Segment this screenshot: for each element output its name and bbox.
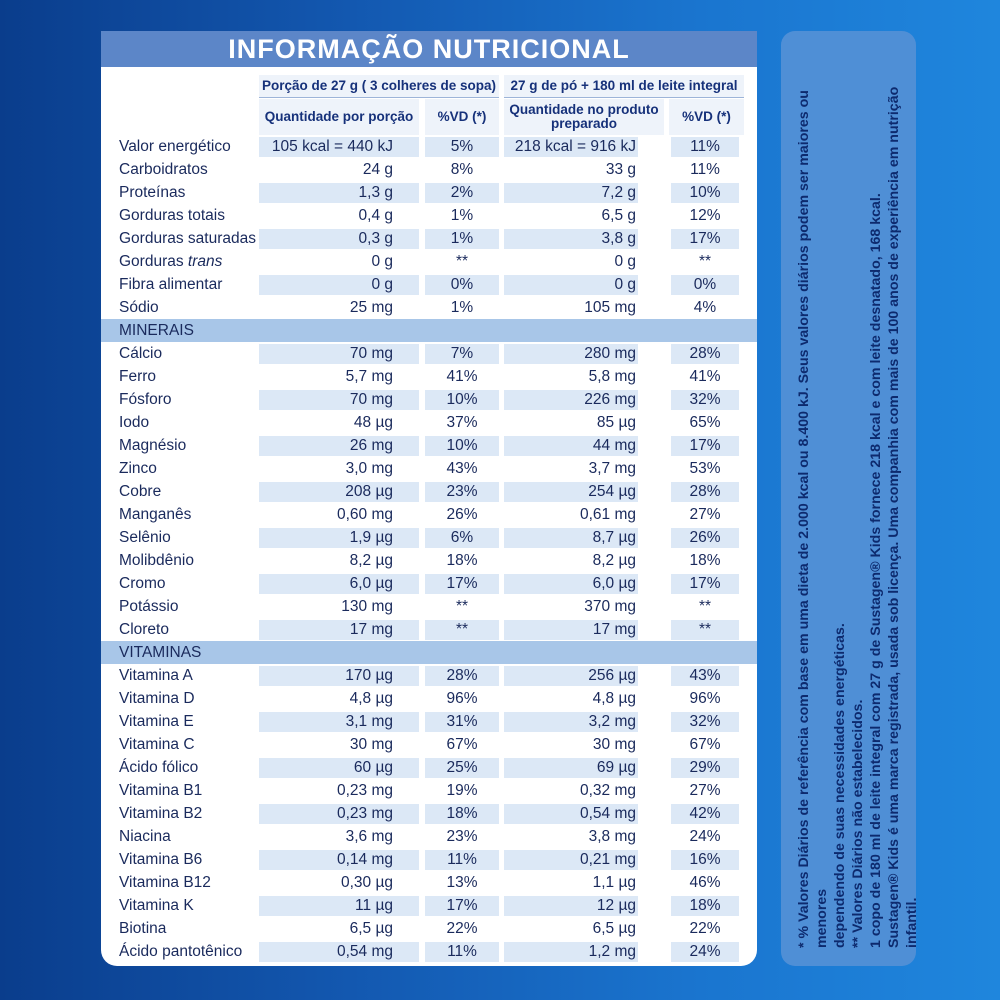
- section-header: VITAMINAS: [101, 641, 757, 664]
- table-row: [101, 687, 757, 710]
- vd-portion: 22%: [425, 919, 499, 939]
- nutrient-name: Gorduras trans: [119, 253, 223, 270]
- nutrient-name: Vitamina K: [119, 897, 194, 914]
- nutrition-rows: [101, 135, 757, 963]
- nutrient-name: Manganês: [119, 506, 192, 523]
- qty-portion: 0,23 mg: [259, 804, 419, 824]
- footnotes-text: [781, 31, 920, 966]
- qty-prepared: 69 µg: [504, 758, 638, 778]
- vd-prepared: 43%: [671, 666, 739, 686]
- qty-portion: 3,6 mg: [259, 827, 419, 847]
- vd-prepared: 11%: [671, 137, 739, 157]
- vd-prepared: 28%: [671, 482, 739, 502]
- table-row: [101, 296, 757, 319]
- qty-prepared: 6,5 g: [504, 206, 638, 226]
- section-header: MINERAIS: [101, 319, 757, 342]
- nutrient-name: Vitamina C: [119, 736, 195, 753]
- nutrient-name: Vitamina A: [119, 667, 193, 684]
- table-row: [101, 434, 757, 457]
- nutrient-name: Ácido fólico: [119, 759, 199, 776]
- table-row: [101, 273, 757, 296]
- qty-portion: 11 µg: [259, 896, 419, 916]
- nutrient-name: Cromo: [119, 575, 166, 592]
- nutrient-name: Molibdênio: [119, 552, 194, 569]
- qty-portion: 26 mg: [259, 436, 419, 456]
- vd-portion: 23%: [425, 827, 499, 847]
- vd-portion: 11%: [425, 850, 499, 870]
- qty-portion: 17 mg: [259, 620, 419, 640]
- qty-portion: 30 mg: [259, 735, 419, 755]
- qty-prepared: 5,8 mg: [504, 367, 638, 387]
- vd-portion: 67%: [425, 735, 499, 755]
- qty-portion: 0 g: [259, 275, 419, 295]
- nutrient-name: Valor energético: [119, 138, 231, 155]
- vd-portion: 43%: [425, 459, 499, 479]
- qty-portion: 1,9 µg: [259, 528, 419, 548]
- vd-prepared: 41%: [671, 367, 739, 387]
- nutrient-name: Gorduras saturadas: [119, 230, 256, 247]
- table-row: [101, 411, 757, 434]
- qty-prepared: 8,7 µg: [504, 528, 638, 548]
- table-row: [101, 365, 757, 388]
- vd-prepared: 18%: [671, 551, 739, 571]
- nutrient-name: Cloreto: [119, 621, 169, 638]
- vd-portion: **: [425, 252, 499, 272]
- qty-portion: 0,3 g: [259, 229, 419, 249]
- vd-portion: 1%: [425, 206, 499, 226]
- qty-portion: 3,1 mg: [259, 712, 419, 732]
- table-row: [101, 940, 757, 963]
- vd-portion: **: [425, 620, 499, 640]
- vd-portion: 7%: [425, 344, 499, 364]
- qty-portion: 0,23 mg: [259, 781, 419, 801]
- vd-prepared: 17%: [671, 574, 739, 594]
- header-vd-portion: %VD (*): [425, 99, 499, 135]
- table-row: [101, 227, 757, 250]
- qty-prepared: 0,32 mg: [504, 781, 638, 801]
- vd-prepared: 0%: [671, 275, 739, 295]
- qty-portion: 0,54 mg: [259, 942, 419, 962]
- table-row: [101, 549, 757, 572]
- table-row: [101, 871, 757, 894]
- qty-prepared: 0 g: [504, 252, 638, 272]
- table-row: [101, 779, 757, 802]
- qty-portion: 130 mg: [259, 597, 419, 617]
- table-row: [101, 756, 757, 779]
- qty-prepared: 12 µg: [504, 896, 638, 916]
- qty-portion: 25 mg: [259, 298, 419, 318]
- footnote-line: Sustagen® Kids é uma marca registrada, usada sob licença. Uma companhia com mais de 100 anos de experiência em nutrição infantil.: [886, 86, 920, 948]
- table-row: [101, 204, 757, 227]
- qty-portion: 4,8 µg: [259, 689, 419, 709]
- vd-prepared: 67%: [671, 735, 739, 755]
- vd-prepared: **: [671, 597, 739, 617]
- table-row: [101, 457, 757, 480]
- qty-portion: 8,2 µg: [259, 551, 419, 571]
- nutrient-name: Vitamina B6: [119, 851, 203, 868]
- vd-portion: 41%: [425, 367, 499, 387]
- vd-portion: 37%: [425, 413, 499, 433]
- qty-portion: 70 mg: [259, 390, 419, 410]
- vd-prepared: 27%: [671, 505, 739, 525]
- nutrient-name: Vitamina B1: [119, 782, 203, 799]
- vd-portion: 18%: [425, 804, 499, 824]
- footnote-line: 1 copo de 180 ml de leite integral com 27 g de Sustagen® Kids fornece 218 kcal e com leite desnatado, 168 kcal.: [868, 193, 884, 948]
- qty-prepared: 4,8 µg: [504, 689, 638, 709]
- vd-portion: 10%: [425, 390, 499, 410]
- vd-portion: 23%: [425, 482, 499, 502]
- table-row: [101, 342, 757, 365]
- table-row: [101, 894, 757, 917]
- table-row: [101, 572, 757, 595]
- vd-prepared: 65%: [671, 413, 739, 433]
- vd-prepared: 42%: [671, 804, 739, 824]
- vd-portion: 8%: [425, 160, 499, 180]
- qty-prepared: 8,2 µg: [504, 551, 638, 571]
- qty-portion: 0,14 mg: [259, 850, 419, 870]
- qty-prepared: 0,61 mg: [504, 505, 638, 525]
- footnote-line: * % Valores Diários de referência com base em uma dieta de 2.000 kcal ou 8.400 kJ. Seus valores diários podem ser maiores ou menores: [796, 90, 830, 948]
- table-row: [101, 480, 757, 503]
- footnotes-panel: [781, 31, 920, 966]
- vd-prepared: 24%: [671, 827, 739, 847]
- nutrient-name: Proteínas: [119, 184, 186, 201]
- vd-portion: 2%: [425, 183, 499, 203]
- qty-portion: 105 kcal = 440 kJ: [259, 137, 419, 157]
- nutrient-name: Niacina: [119, 828, 171, 845]
- nutrient-name: Cálcio: [119, 345, 163, 362]
- table-row: [101, 181, 757, 204]
- nutrient-name: Fósforo: [119, 391, 172, 408]
- table-row: [101, 158, 757, 181]
- nutrient-name: Fibra alimentar: [119, 276, 223, 293]
- qty-prepared: 280 mg: [504, 344, 638, 364]
- vd-prepared: 26%: [671, 528, 739, 548]
- vd-portion: 11%: [425, 942, 499, 962]
- qty-portion: 0 g: [259, 252, 419, 272]
- vd-prepared: 46%: [671, 873, 739, 893]
- table-row: [101, 802, 757, 825]
- vd-portion: 1%: [425, 298, 499, 318]
- vd-portion: 13%: [425, 873, 499, 893]
- qty-prepared: 3,7 mg: [504, 459, 638, 479]
- vd-prepared: 17%: [671, 229, 739, 249]
- qty-prepared: 0 g: [504, 275, 638, 295]
- vd-portion: 28%: [425, 666, 499, 686]
- vd-prepared: 17%: [671, 436, 739, 456]
- vd-portion: 26%: [425, 505, 499, 525]
- vd-prepared: 27%: [671, 781, 739, 801]
- nutrient-name: Vitamina E: [119, 713, 194, 730]
- qty-prepared: 44 mg: [504, 436, 638, 456]
- table-row: [101, 250, 757, 273]
- qty-prepared: 30 mg: [504, 735, 638, 755]
- footnote-line: ** Valores Diários não estabelecidos.: [850, 699, 866, 948]
- vd-prepared: 29%: [671, 758, 739, 778]
- vd-prepared: 32%: [671, 390, 739, 410]
- qty-portion: 170 µg: [259, 666, 419, 686]
- vd-portion: 10%: [425, 436, 499, 456]
- qty-prepared: 218 kcal = 916 kJ: [504, 137, 638, 157]
- vd-portion: 25%: [425, 758, 499, 778]
- vd-prepared: 18%: [671, 896, 739, 916]
- nutrient-name: Ácido pantotênico: [119, 943, 243, 960]
- nutrient-name: Iodo: [119, 414, 150, 431]
- table-row: [101, 917, 757, 940]
- qty-prepared: 1,1 µg: [504, 873, 638, 893]
- qty-prepared: 1,2 mg: [504, 942, 638, 962]
- vd-portion: 18%: [425, 551, 499, 571]
- nutrient-name: Potássio: [119, 598, 179, 615]
- vd-prepared: **: [671, 252, 739, 272]
- vd-portion: 5%: [425, 137, 499, 157]
- qty-portion: 0,4 g: [259, 206, 419, 226]
- vd-portion: 31%: [425, 712, 499, 732]
- qty-prepared: 3,2 mg: [504, 712, 638, 732]
- vd-prepared: 32%: [671, 712, 739, 732]
- vd-prepared: 4%: [671, 298, 739, 318]
- qty-prepared: 33 g: [504, 160, 638, 180]
- nutrient-name: Sódio: [119, 299, 159, 316]
- nutrient-name: Vitamina B2: [119, 805, 203, 822]
- nutrient-name: Magnésio: [119, 437, 187, 454]
- header-prepared: 27 g de pó + 180 ml de leite integral: [504, 75, 744, 98]
- table-title: INFORMAÇÃO NUTRICIONAL: [101, 31, 757, 67]
- header-vd-prepared: %VD (*): [669, 99, 744, 135]
- qty-portion: 6,5 µg: [259, 919, 419, 939]
- nutrient-name: Vitamina B12: [119, 874, 211, 891]
- nutrient-name: Cobre: [119, 483, 162, 500]
- nutrient-name: Selênio: [119, 529, 171, 546]
- vd-prepared: 11%: [671, 160, 739, 180]
- vd-portion: 6%: [425, 528, 499, 548]
- qty-prepared: 226 mg: [504, 390, 638, 410]
- vd-prepared: 53%: [671, 459, 739, 479]
- table-row: [101, 848, 757, 871]
- table-row: [101, 710, 757, 733]
- qty-portion: 48 µg: [259, 413, 419, 433]
- qty-prepared: 3,8 mg: [504, 827, 638, 847]
- vd-portion: 17%: [425, 896, 499, 916]
- qty-portion: 0,30 µg: [259, 873, 419, 893]
- nutrient-name: Zinco: [119, 460, 157, 477]
- header-qty-portion: Quantidade por porção: [259, 99, 419, 135]
- nutrient-name: Carboidratos: [119, 161, 208, 178]
- table-row: [101, 388, 757, 411]
- vd-prepared: 22%: [671, 919, 739, 939]
- table-row: [101, 595, 757, 618]
- qty-prepared: 370 mg: [504, 597, 638, 617]
- qty-prepared: 0,21 mg: [504, 850, 638, 870]
- qty-prepared: 7,2 g: [504, 183, 638, 203]
- qty-portion: 6,0 µg: [259, 574, 419, 594]
- table-row: [101, 135, 757, 158]
- qty-portion: 1,3 g: [259, 183, 419, 203]
- qty-prepared: 6,5 µg: [504, 919, 638, 939]
- vd-portion: 96%: [425, 689, 499, 709]
- vd-portion: 1%: [425, 229, 499, 249]
- qty-portion: 60 µg: [259, 758, 419, 778]
- vd-prepared: 96%: [671, 689, 739, 709]
- table-row: [101, 825, 757, 848]
- qty-portion: 0,60 mg: [259, 505, 419, 525]
- nutrition-table-panel: [101, 31, 757, 966]
- qty-portion: 208 µg: [259, 482, 419, 502]
- vd-prepared: 12%: [671, 206, 739, 226]
- qty-prepared: 105 mg: [504, 298, 638, 318]
- nutrient-name: Biotina: [119, 920, 167, 937]
- vd-prepared: 28%: [671, 344, 739, 364]
- qty-prepared: 85 µg: [504, 413, 638, 433]
- vd-prepared: 16%: [671, 850, 739, 870]
- table-row: [101, 503, 757, 526]
- vd-prepared: 10%: [671, 183, 739, 203]
- qty-prepared: 17 mg: [504, 620, 638, 640]
- vd-portion: 19%: [425, 781, 499, 801]
- header-qty-prepared: Quantidade no produto preparado: [504, 99, 664, 135]
- table-row: [101, 733, 757, 756]
- table-row: [101, 618, 757, 641]
- header-portion: Porção de 27 g ( 3 colheres de sopa): [259, 75, 499, 98]
- nutrient-name: Gorduras totais: [119, 207, 225, 224]
- vd-portion: **: [425, 597, 499, 617]
- nutrient-name: Ferro: [119, 368, 157, 385]
- qty-prepared: 3,8 g: [504, 229, 638, 249]
- table-row: [101, 526, 757, 549]
- qty-prepared: 254 µg: [504, 482, 638, 502]
- vd-prepared: 24%: [671, 942, 739, 962]
- footnote-line: dependendo de suas necessidades energéticas.: [832, 623, 848, 948]
- qty-portion: 5,7 mg: [259, 367, 419, 387]
- vd-portion: 17%: [425, 574, 499, 594]
- qty-portion: 3,0 mg: [259, 459, 419, 479]
- qty-portion: 70 mg: [259, 344, 419, 364]
- qty-portion: 24 g: [259, 160, 419, 180]
- vd-prepared: **: [671, 620, 739, 640]
- qty-prepared: 0,54 mg: [504, 804, 638, 824]
- qty-prepared: 6,0 µg: [504, 574, 638, 594]
- qty-prepared: 256 µg: [504, 666, 638, 686]
- nutrient-name: Vitamina D: [119, 690, 195, 707]
- table-row: [101, 664, 757, 687]
- vd-portion: 0%: [425, 275, 499, 295]
